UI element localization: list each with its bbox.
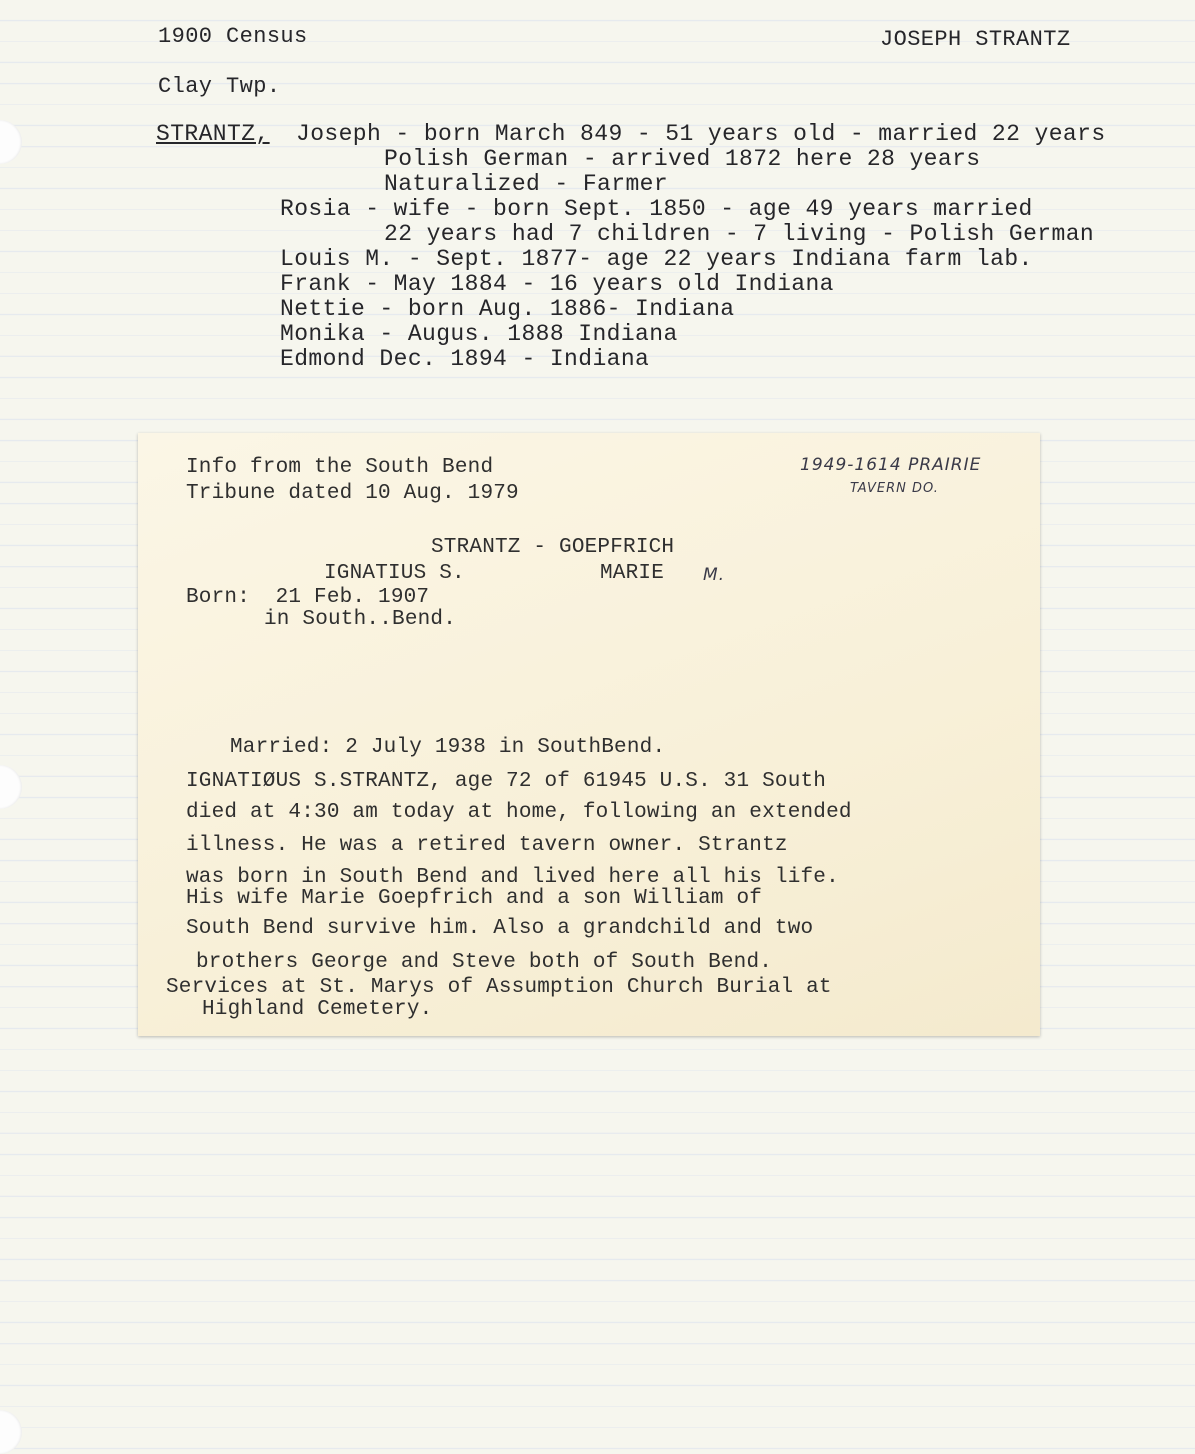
obituary-line: Highland Cemetery. [202,998,433,1021]
census-surname: STRANTZ, [156,121,270,147]
census-line: 22 years had 7 children - 7 living - Polish German [384,221,1095,247]
obituary-line: Services at St. Marys of Assumption Church Burial at [166,976,832,999]
obituary-line: Married: 2 July 1938 in SouthBend. [230,736,666,759]
bride-handwritten-initial: M. [703,565,726,585]
born-place: in South..Bend. [264,608,457,631]
handwritten-note: TAVERN DO. [850,481,939,496]
obituary-line: illness. He was a retired tavern owner. Strantz [186,834,788,857]
groom-name: IGNATIUS S. [324,562,465,585]
handwritten-note: 1949-1614 PRAIRIE [800,455,982,475]
obituary-line: was born in South Bend and lived here all his life. [186,866,839,889]
source-line: Info from the South Bend [186,456,494,479]
obituary-line: His wife Marie Goepfrich and a son William of [186,887,763,910]
header-left: 1900 Census [158,24,308,49]
census-line: Joseph - born March 849 - 51 years old - married 22 years [296,121,1106,147]
punch-hole-top [0,120,22,164]
newspaper-info-card [138,433,1040,1036]
source-line: Tribune dated 10 Aug. 1979 [186,482,519,505]
census-line: Polish German - arrived 1872 here 28 years [384,146,981,172]
census-line: Monika - Augus. 1888 Indiana [280,321,678,347]
bride-name: MARIE [600,562,665,585]
card-title: STRANTZ - GOEPFRICH [431,536,675,559]
census-line: Louis M. - Sept. 1877- age 22 years Indiana farm lab. [280,246,1033,272]
township: Clay Twp. [158,74,281,99]
census-line: Edmond Dec. 1894 - Indiana [280,346,650,372]
punch-hole-bottom [0,1410,22,1454]
census-line: Naturalized - Farmer [384,171,669,197]
census-line: Rosia - wife - born Sept. 1850 - age 49 years married [280,196,1033,222]
obituary-line: died at 4:30 am today at home, following an extended [186,801,852,824]
punch-hole-middle [0,765,22,809]
born-line: Born: 21 Feb. 1907 [186,586,430,609]
obituary-line: brothers George and Steve both of South Bend. [196,951,773,974]
header-right: JOSEPH STRANTZ [880,27,1071,52]
census-line: Nettie - born Aug. 1886- Indiana [280,296,735,322]
obituary-line: South Bend survive him. Also a grandchild and two [186,917,814,940]
census-line: Frank - May 1884 - 16 years old Indiana [280,271,834,297]
obituary-line: IGNATIØUS S.STRANTZ, age 72 of 61945 U.S. 31 South [186,770,827,793]
